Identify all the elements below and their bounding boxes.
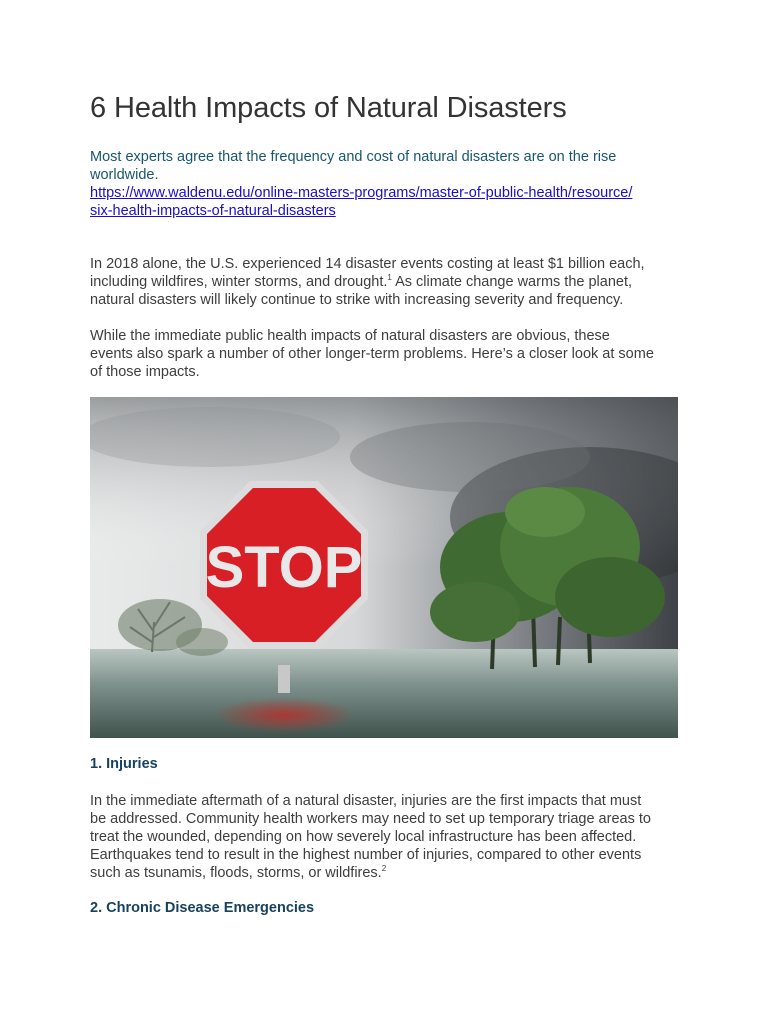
text-line: natural disasters will likely continue to strike with increasing severity and frequency. bbox=[90, 292, 624, 308]
source-link-continued[interactable] bbox=[90, 202, 680, 220]
text-line: In 2018 alone, the U.S. experienced 14 disaster events costing at least $1 billion each, bbox=[90, 256, 645, 272]
text-line: Earthquakes tend to result in the highest number of injuries, compared to other events bbox=[90, 847, 642, 863]
page-title: 6 Health Impacts of Natural Disasters bbox=[90, 92, 567, 124]
stop-sign bbox=[200, 481, 368, 649]
body-paragraph bbox=[90, 255, 682, 309]
text-span: such as tsunamis, floods, storms, or wildfires. bbox=[90, 865, 382, 881]
source-link[interactable] bbox=[90, 184, 680, 202]
text-line bbox=[90, 864, 682, 882]
text-line: be addressed. Community health workers may need to set up temporary triage areas to bbox=[90, 811, 651, 827]
text-span: As climate change warms the planet, bbox=[391, 274, 633, 290]
text-line: events also spark a number of other longer-term problems. Here’s a closer look at some bbox=[90, 346, 654, 362]
intro-line: worldwide. bbox=[90, 167, 159, 183]
footnote-ref[interactable]: 1 bbox=[387, 273, 392, 282]
intro-line: Most experts agree that the frequency and cost of natural disasters are on the rise bbox=[90, 149, 617, 165]
source-link-line: six-health-impacts-of-natural-disasters bbox=[90, 203, 336, 219]
text-line: While the immediate public health impacts of natural disasters are obvious, these bbox=[90, 328, 610, 344]
text-span: including wildfires, winter storms, and drought. bbox=[90, 274, 388, 290]
footnote-ref[interactable]: 2 bbox=[381, 864, 387, 873]
source-link-line: https://www.waldenu.edu/online-masters-programs/master-of-public-health/resource/ bbox=[90, 185, 633, 201]
body-paragraph bbox=[90, 792, 682, 882]
intro-paragraph bbox=[90, 148, 680, 220]
sign-post bbox=[278, 665, 290, 693]
text-line: treat the wounded, depending on how severely local infrastructure has been affected. bbox=[90, 829, 637, 845]
text-line: of those impacts. bbox=[90, 364, 200, 380]
section-heading-injuries: 1. Injuries bbox=[90, 756, 158, 772]
section-heading-chronic-disease: 2. Chronic Disease Emergencies bbox=[90, 900, 315, 916]
stop-sign-text: STOP bbox=[205, 535, 363, 600]
text-line bbox=[90, 273, 682, 291]
text-line: In the immediate aftermath of a natural disaster, injuries are the first impacts that must bbox=[90, 793, 642, 809]
body-paragraph bbox=[90, 327, 682, 381]
article-image bbox=[90, 397, 678, 738]
